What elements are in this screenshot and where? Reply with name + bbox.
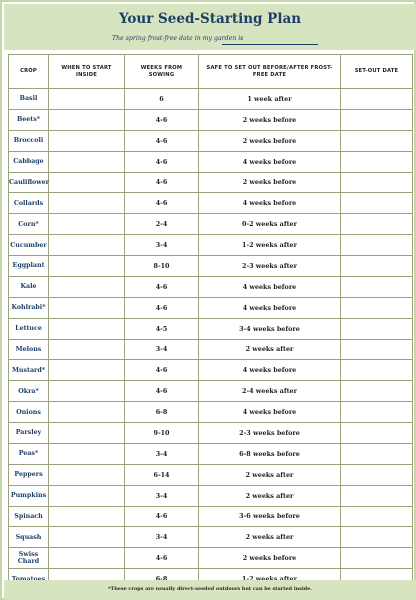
start-inside-cell[interactable] bbox=[49, 485, 125, 506]
weeks-cell: 4-6 bbox=[125, 172, 199, 193]
safe-set-out-cell: 2 weeks after bbox=[199, 485, 341, 506]
safe-set-out-cell: 3-4 weeks before bbox=[199, 318, 341, 339]
set-out-date-cell[interactable] bbox=[341, 527, 413, 548]
safe-set-out-cell: 4 weeks before bbox=[199, 360, 341, 381]
weeks-cell: 4-6 bbox=[125, 276, 199, 297]
table-row bbox=[9, 297, 413, 318]
safe-set-out-cell: 2 weeks after bbox=[199, 527, 341, 548]
header-band bbox=[4, 4, 416, 50]
frost-date-prompt: The spring frost-free date in my garden is bbox=[112, 35, 244, 42]
set-out-date-cell[interactable] bbox=[341, 109, 413, 130]
safe-set-out-cell: 1-2 weeks after bbox=[199, 235, 341, 256]
set-out-date-cell[interactable] bbox=[341, 318, 413, 339]
weeks-cell: 3-4 bbox=[125, 339, 199, 360]
safe-set-out-cell: 4 weeks before bbox=[199, 193, 341, 214]
table-row bbox=[9, 464, 413, 485]
set-out-date-cell[interactable] bbox=[341, 423, 413, 444]
weeks-cell: 4-6 bbox=[125, 506, 199, 527]
crop-cell: Pumpkins bbox=[9, 485, 49, 506]
table-row bbox=[9, 193, 413, 214]
start-inside-cell[interactable] bbox=[49, 423, 125, 444]
start-inside-cell[interactable] bbox=[49, 402, 125, 423]
safe-set-out-cell: 2 weeks before bbox=[199, 109, 341, 130]
table-row bbox=[9, 360, 413, 381]
start-inside-cell[interactable] bbox=[49, 276, 125, 297]
crop-cell: Mustard* bbox=[9, 360, 49, 381]
table-row bbox=[9, 423, 413, 444]
crop-cell: Peppers bbox=[9, 464, 49, 485]
set-out-date-cell[interactable] bbox=[341, 130, 413, 151]
table-row bbox=[9, 506, 413, 527]
crop-cell: Basil bbox=[9, 89, 49, 110]
weeks-cell: 6-8 bbox=[125, 402, 199, 423]
weeks-cell: 6-14 bbox=[125, 464, 199, 485]
start-inside-cell[interactable] bbox=[49, 297, 125, 318]
footnote: *These crops are usually direct-seeded outdoors but can be started inside. bbox=[108, 586, 312, 592]
safe-set-out-cell: 2 weeks after bbox=[199, 464, 341, 485]
set-out-date-cell[interactable] bbox=[341, 360, 413, 381]
start-inside-cell[interactable] bbox=[49, 109, 125, 130]
set-out-date-cell[interactable] bbox=[341, 339, 413, 360]
set-out-date-cell[interactable] bbox=[341, 193, 413, 214]
table-row bbox=[9, 151, 413, 172]
safe-set-out-cell: 2 weeks before bbox=[199, 172, 341, 193]
safe-set-out-cell: 4 weeks before bbox=[199, 402, 341, 423]
weeks-cell: 3-4 bbox=[125, 485, 199, 506]
safe-set-out-cell: 0-2 weeks after bbox=[199, 214, 341, 235]
set-out-date-cell[interactable] bbox=[341, 276, 413, 297]
start-inside-cell[interactable] bbox=[49, 548, 125, 569]
crop-cell: Peas* bbox=[9, 443, 49, 464]
weeks-cell: 3-4 bbox=[125, 443, 199, 464]
set-out-date-cell[interactable] bbox=[341, 381, 413, 402]
col-header-set-out-date: SET-OUT DATE bbox=[341, 55, 413, 89]
table-row bbox=[9, 485, 413, 506]
weeks-cell: 4-6 bbox=[125, 297, 199, 318]
weeks-cell: 8-10 bbox=[125, 256, 199, 277]
safe-set-out-cell: 4 weeks before bbox=[199, 276, 341, 297]
col-header-safe-to-set-out: SAFE TO SET OUT BEFORE/AFTER FROST-FREE DATE bbox=[199, 55, 341, 89]
set-out-date-cell[interactable] bbox=[341, 297, 413, 318]
weeks-cell: 4-6 bbox=[125, 109, 199, 130]
start-inside-cell[interactable] bbox=[49, 256, 125, 277]
crop-cell: Onions bbox=[9, 402, 49, 423]
crop-cell: Cucumber bbox=[9, 235, 49, 256]
weeks-cell: 3-4 bbox=[125, 527, 199, 548]
plan-table-frame bbox=[8, 54, 412, 578]
table-row bbox=[9, 89, 413, 110]
start-inside-cell[interactable] bbox=[49, 130, 125, 151]
crop-cell: Spinach bbox=[9, 506, 49, 527]
start-inside-cell[interactable] bbox=[49, 193, 125, 214]
col-header-weeks-from-sowing: WEEKS FROM SOWING bbox=[125, 55, 199, 89]
safe-set-out-cell: 6-8 weeks before bbox=[199, 443, 341, 464]
crop-cell: Kohlrabi* bbox=[9, 297, 49, 318]
crop-cell: Collards bbox=[9, 193, 49, 214]
weeks-cell: 4-6 bbox=[125, 548, 199, 569]
safe-set-out-cell: 2 weeks before bbox=[199, 548, 341, 569]
safe-set-out-cell: 2 weeks after bbox=[199, 339, 341, 360]
crop-cell: Melons bbox=[9, 339, 49, 360]
table-row bbox=[9, 109, 413, 130]
set-out-date-cell[interactable] bbox=[341, 464, 413, 485]
weeks-cell: 4-6 bbox=[125, 130, 199, 151]
weeks-cell: 4-6 bbox=[125, 151, 199, 172]
set-out-date-cell[interactable] bbox=[341, 506, 413, 527]
start-inside-cell[interactable] bbox=[49, 381, 125, 402]
table-row bbox=[9, 172, 413, 193]
crop-cell: Okra* bbox=[9, 381, 49, 402]
set-out-date-cell[interactable] bbox=[341, 172, 413, 193]
set-out-date-cell[interactable] bbox=[341, 548, 413, 569]
seed-plan-table bbox=[8, 54, 413, 590]
crop-cell: Broccoli bbox=[9, 130, 49, 151]
start-inside-cell[interactable] bbox=[49, 235, 125, 256]
set-out-date-cell[interactable] bbox=[341, 214, 413, 235]
weeks-cell: 4-6 bbox=[125, 193, 199, 214]
start-inside-cell[interactable] bbox=[49, 464, 125, 485]
col-header-crop: CROP bbox=[9, 55, 49, 89]
start-inside-cell[interactable] bbox=[49, 172, 125, 193]
set-out-date-cell[interactable] bbox=[341, 235, 413, 256]
start-inside-cell[interactable] bbox=[49, 360, 125, 381]
weeks-cell: 4-6 bbox=[125, 360, 199, 381]
safe-set-out-cell: 4 weeks before bbox=[199, 297, 341, 318]
crop-cell: Beets* bbox=[9, 109, 49, 130]
start-inside-cell[interactable] bbox=[49, 151, 125, 172]
set-out-date-cell[interactable] bbox=[341, 443, 413, 464]
weeks-cell: 6 bbox=[125, 89, 199, 110]
table-row bbox=[9, 130, 413, 151]
table-row bbox=[9, 548, 413, 569]
safe-set-out-cell: 1 week after bbox=[199, 89, 341, 110]
footer-band bbox=[4, 580, 416, 600]
crop-cell: Squash bbox=[9, 527, 49, 548]
start-inside-cell[interactable] bbox=[49, 527, 125, 548]
crop-cell: Parsley bbox=[9, 423, 49, 444]
col-header-when-to-start: WHEN TO START INSIDE bbox=[49, 55, 125, 89]
table-row bbox=[9, 381, 413, 402]
start-inside-cell[interactable] bbox=[49, 214, 125, 235]
table-row bbox=[9, 443, 413, 464]
table-row bbox=[9, 318, 413, 339]
table-row bbox=[9, 276, 413, 297]
crop-cell: Cauliflower bbox=[9, 172, 49, 193]
weeks-cell: 4-5 bbox=[125, 318, 199, 339]
page-title: Your Seed-Starting Plan bbox=[118, 11, 302, 27]
crop-cell: Corn* bbox=[9, 214, 49, 235]
table-row bbox=[9, 256, 413, 277]
safe-set-out-cell: 3-6 weeks before bbox=[199, 506, 341, 527]
set-out-date-cell[interactable] bbox=[341, 151, 413, 172]
weeks-cell: 4-6 bbox=[125, 381, 199, 402]
weeks-cell: 3-4 bbox=[125, 235, 199, 256]
set-out-date-cell[interactable] bbox=[341, 485, 413, 506]
table-row bbox=[9, 402, 413, 423]
table-row bbox=[9, 339, 413, 360]
table-row bbox=[9, 214, 413, 235]
weeks-cell: 9-10 bbox=[125, 423, 199, 444]
frost-date-blank-line[interactable] bbox=[222, 44, 318, 45]
safe-set-out-cell: 2-3 weeks after bbox=[199, 256, 341, 277]
set-out-date-cell[interactable] bbox=[341, 402, 413, 423]
start-inside-cell[interactable] bbox=[49, 339, 125, 360]
set-out-date-cell[interactable] bbox=[341, 256, 413, 277]
set-out-date-cell[interactable] bbox=[341, 89, 413, 110]
start-inside-cell[interactable] bbox=[49, 318, 125, 339]
crop-cell: Lettuce bbox=[9, 318, 49, 339]
start-inside-cell[interactable] bbox=[49, 89, 125, 110]
crop-cell: Swiss Chard bbox=[9, 548, 49, 569]
crop-cell: Kale bbox=[9, 276, 49, 297]
crop-cell: Cabbage bbox=[9, 151, 49, 172]
safe-set-out-cell: 2-3 weeks before bbox=[199, 423, 341, 444]
crop-cell: Eggplant bbox=[9, 256, 49, 277]
weeks-cell: 2-4 bbox=[125, 214, 199, 235]
safe-set-out-cell: 2 weeks before bbox=[199, 130, 341, 151]
table-header-row bbox=[9, 55, 413, 89]
safe-set-out-cell: 2-4 weeks after bbox=[199, 381, 341, 402]
table-row bbox=[9, 527, 413, 548]
start-inside-cell[interactable] bbox=[49, 506, 125, 527]
start-inside-cell[interactable] bbox=[49, 443, 125, 464]
table-row bbox=[9, 235, 413, 256]
safe-set-out-cell: 4 weeks before bbox=[199, 151, 341, 172]
